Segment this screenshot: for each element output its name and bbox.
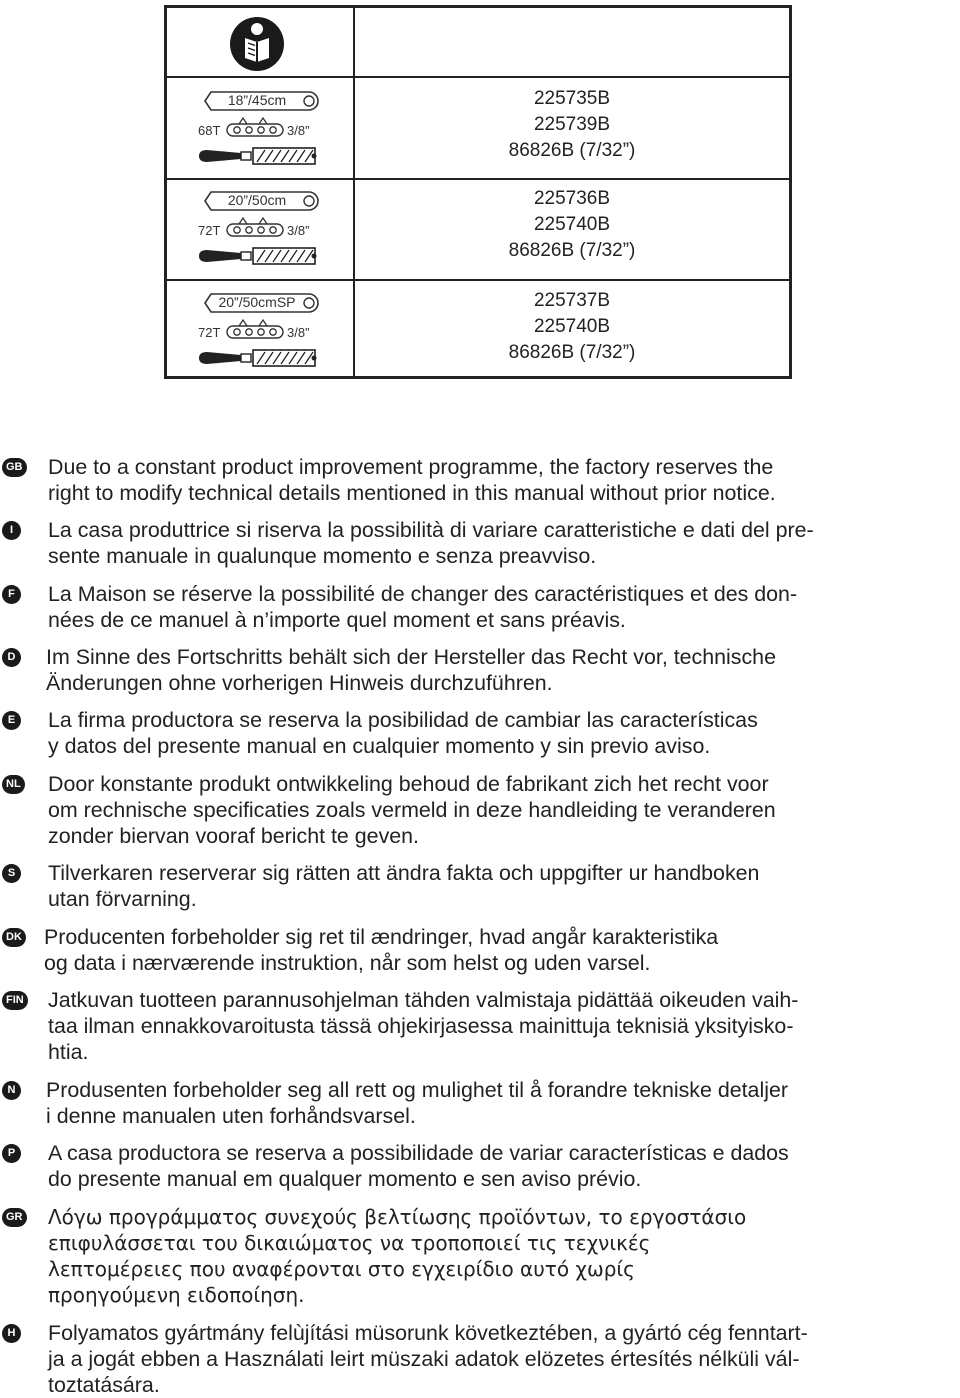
notice-line: Due to a constant product improvement programme, the factory reserves the [48,455,774,479]
language-badge: GR [2,1208,27,1227]
language-badge: E [2,711,21,730]
notice-line: toztatására. [48,1373,160,1397]
chain-icon [225,116,285,142]
notice-line: nées de ce manuel à n’importe quel moment et sans préavis. [48,608,626,632]
chain-pitch: 3/8” [287,325,310,340]
chain-icon [225,216,285,242]
notice-line: right to modify technical details mentioned in this manual without prior notice. [48,481,776,505]
notice-text [48,581,943,633]
language-badge: F [2,585,21,604]
notice-line: A casa productora se reserva a possibilidade de variar características e dados [48,1141,789,1165]
bar-length: 18”/45cm [227,92,287,108]
table-header-divider [167,76,789,78]
drive-links: 72T [198,223,221,238]
part-code: 86826B (7/32”) [508,342,636,363]
notice-text [44,924,939,976]
notice-line: Jatkuvan tuotteen parannusohjelman tähden valmistaja pidättää oikeuden vaih- [48,988,799,1012]
part-code: 225735B [533,88,611,109]
part-code: 86826B (7/32”) [508,140,636,161]
bar-length: 20”/50cmSP [218,294,296,310]
table-row [167,186,789,286]
chain-pitch: 3/8” [287,123,310,138]
notice-line: Tilverkaren reserverar sig rätten att ändra fakta och uppgifter ur handboken [48,861,760,885]
notice-text [48,860,943,912]
chain-icon [225,318,285,344]
notice-text [48,771,943,849]
notice-line: do presente manual em qualquer momento e sen aviso prévio. [48,1167,642,1191]
language-badge: N [2,1081,21,1100]
notice-line: Änderungen ohne vorherigen Hinweis durchzuführen. [46,671,553,695]
notice-text [48,1204,943,1308]
notice-line: zonder biervan vooraf bericht te geven. [48,824,419,848]
table-row [167,288,789,388]
part-code: 225737B [533,290,611,311]
notice-line: taa ilman ennakkovaroitusta tässä ohjekirjasessa mainittuja teknisiä yksityisko- [48,1014,794,1038]
notice-line: Door konstante produkt ontwikkeling behoud de fabrikant zich het recht voor [48,772,769,796]
part-codes [355,186,789,264]
language-badge: NL [2,775,25,794]
notice-line: La firma productora se reserva la posibilidad de cambiar las características [48,708,758,732]
part-codes [355,288,789,366]
notice-line: ja a jogát ebben a Használati leirt müszaki adatok elözetes értesítés nélküli vál- [48,1347,800,1371]
notice-line: om rechnische specificaties zoals vermeld in deze handleiding te veranderen [48,798,776,822]
notice-text [48,454,943,506]
notice-text [46,1077,941,1129]
bar-length: 20”/50cm [227,192,287,208]
part-code: 225740B [533,214,611,235]
notice-line: Producenten forbeholder sig ret til ændringer, hvad angår karakteristika [44,925,719,949]
notice-line: sente manuale in qualunque momento e senza preavviso. [48,544,597,568]
notice-text [48,707,943,759]
notice-line: i denne manualen uten forhåndsvarsel. [46,1104,416,1128]
language-badge: P [2,1144,21,1163]
notice-line: y datos del presente manual en cualquier momento y sin previo aviso. [48,734,711,758]
notice-line: utan förvarning. [48,887,197,911]
notice-text [48,517,943,569]
part-code: 225736B [533,188,611,209]
language-badge: FIN [2,991,28,1010]
language-badge: GB [2,458,27,477]
notice-text [46,644,941,696]
notice-line: La casa produttrice si riserva la possibilità di variare caratteristiche e dati del pre- [48,518,814,542]
notice-line: Folyamatos gyártmány felùjítási müsorunk következtében, a gyártó cég fenntart- [48,1321,808,1345]
read-manual-icon [229,16,285,72]
file-tool-icon [197,244,319,268]
notice-line: og data i nærværende instruktion, når som helst og uden varsel. [44,951,651,975]
file-tool-icon [197,144,319,168]
notice-line: Produsenten forbeholder seg all rett og mulighet til å forandre tekniske detaljer [46,1078,788,1102]
drive-links: 72T [198,325,221,340]
part-code: 86826B (7/32”) [508,240,636,261]
file-tool-icon [197,346,319,370]
language-badge: H [2,1324,21,1343]
chain-pitch: 3/8” [287,223,310,238]
part-code: 225739B [533,114,611,135]
part-code: 225740B [533,316,611,337]
notice-line: λεπτομέρειες που αναφέρονται στο εγχειρίδιο αυτό χωρίς [48,1257,635,1281]
notice-line: Λόγω προγράμματος συνεχούς βελτίωσης προϊόντων, το εργοστάσιο [48,1205,747,1229]
table-row [167,86,789,186]
language-badge: D [2,648,21,667]
notice-line: La Maison se réserve la possibilité de changer des caractéristiques et des don- [48,582,798,606]
drive-links: 68T [198,123,221,138]
language-badge: DK [2,928,26,947]
language-badge: I [2,521,21,540]
notice-text [48,1320,943,1398]
notice-line: προηγούμενη ειδοποίηση. [48,1283,305,1307]
notice-text [48,987,943,1065]
notice-line: Im Sinne des Fortschritts behält sich der Hersteller das Recht vor, technische [46,645,776,669]
parts-table [164,5,792,379]
notice-line: επιφυλάσσεται του δικαιώματος να τροποποιεί τις τεχνικές [48,1231,651,1255]
notice-text [48,1140,943,1192]
language-badge: S [2,864,21,883]
part-codes [355,86,789,164]
notice-line: htia. [48,1040,89,1064]
